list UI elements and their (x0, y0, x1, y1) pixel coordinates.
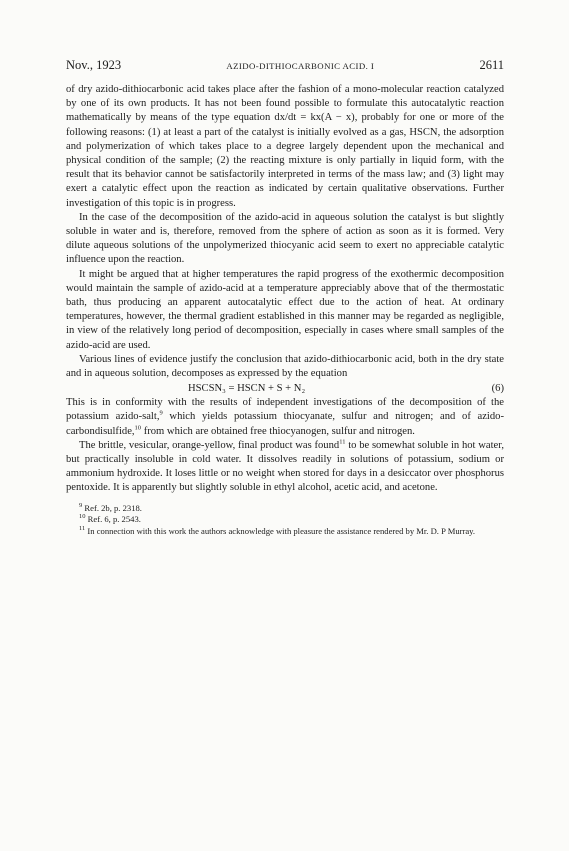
paragraph-text: to be somewhat soluble in hot water, but practically insoluble in cold water. It dissolves readily in solutions of potassium, sodium or ammonium hydroxide. It loses little or no weight when stored for days in a desiccator over phosphorus pentoxide. It is apparently but slightly soluble in ethyl alcohol, acetic acid, and acetone. (66, 439, 504, 494)
footnote-mark: 9 (79, 501, 83, 509)
paragraph-continued: of dry azido-dithiocarbonic acid takes place after the fashion of a mono-molecular reaction catalyzed by one of its own products. It has not been found possible to formulate this autocatalytic reaction mathematically by means of the type equation dx/dt = kx(A − x), probably for one or more of the following reasons: (1) at least a part of the catalyst is initially evolved as a gas, HSCN, the adsorption and polymerization of which takes place to a degree largely dependent upon the mechanical and physical condition of the sample; (2) the reacting mixture is only partially in liquid form, with the result that its behavior cannot be satisfactorily interpreted in terms of the mass law; and (3) light may exert a catalytic effect upon the reaction as indicated by certain qualitative observations. Further investigation of this topic is in progress. (66, 84, 504, 209)
footnote-ref-10[interactable]: 10 (134, 424, 142, 432)
page-header (66, 58, 504, 73)
running-title: AZIDO-DITHIOCARBONIC ACID. I (226, 61, 375, 71)
footnote-mark: 11 (79, 524, 86, 532)
paragraph: In the case of the decomposition of the azido-acid in aqueous solution the catalyst is but slightly soluble in water and is, therefore, removed from the sphere of action as soon as it is formed. Very dilute aqueous solutions of the unpolymerized thiocyanic acid seem to exert no appreciable catalytic influence upon the reaction. (66, 211, 504, 266)
paragraph-text: which yields potassium thiocyanate, sulfur and nitrogen; and of azido-carbondisulfide, (66, 411, 504, 437)
footnote-11 (66, 526, 504, 538)
footnote-text: Ref. 6, p. 2543. (87, 514, 141, 525)
footnote-mark: 10 (79, 513, 86, 521)
page-number: 2611 (479, 58, 504, 72)
footnote-10 (66, 514, 504, 526)
paragraph-text: This is in conformity with the results of independent investigations of the decomposition of the potassium azido-salt, (66, 397, 504, 423)
footnote-text: In connection with this work the authors acknowledge with pleasure the assistance rendered by Mr. D. P Murray. (87, 525, 476, 536)
footnote-text: Ref. 2b, p. 2318. (84, 502, 142, 513)
header-date: Nov., 1923 (66, 58, 122, 72)
paragraph-text: The brittle, vesicular, orange-yellow, final product was found (79, 439, 340, 451)
footnote-9 (66, 503, 504, 515)
footnote-ref-9[interactable]: 9 (159, 409, 163, 417)
body-text (66, 83, 504, 496)
equation-number: (6) (491, 383, 504, 395)
footnotes (66, 503, 504, 538)
paragraph: Various lines of evidence justify the conclusion that azido-dithiocarbonic acid, both in the dry state and in aqueous solution, decomposes as expressed by the equation (66, 353, 504, 380)
paragraph (66, 439, 504, 496)
equation-6 (66, 381, 504, 396)
footnote-ref-11[interactable]: 11 (339, 438, 346, 446)
journal-page (66, 58, 504, 537)
paragraph-text: from which are obtained free thiocyanogen, sulfur and nitrogen. (141, 425, 415, 437)
equation-formula: HSCSN₃ = HSCN + S + N₂ (188, 383, 306, 395)
paragraph (66, 396, 504, 439)
paragraph: It might be argued that at higher temperatures the rapid progress of the exothermic decomposition would maintain the sample of azido-acid at a temperature appreciably above that of the thermostatic bath, thus producing an apparent autocatalytic effect due to the action of heat. At ordinary temperatures, however, the thermal gradient established in this manner may be regarded as negligible, in view of the relatively long period of decomposition, especially in cases where small samples of the azido-acid are used. (66, 268, 504, 351)
